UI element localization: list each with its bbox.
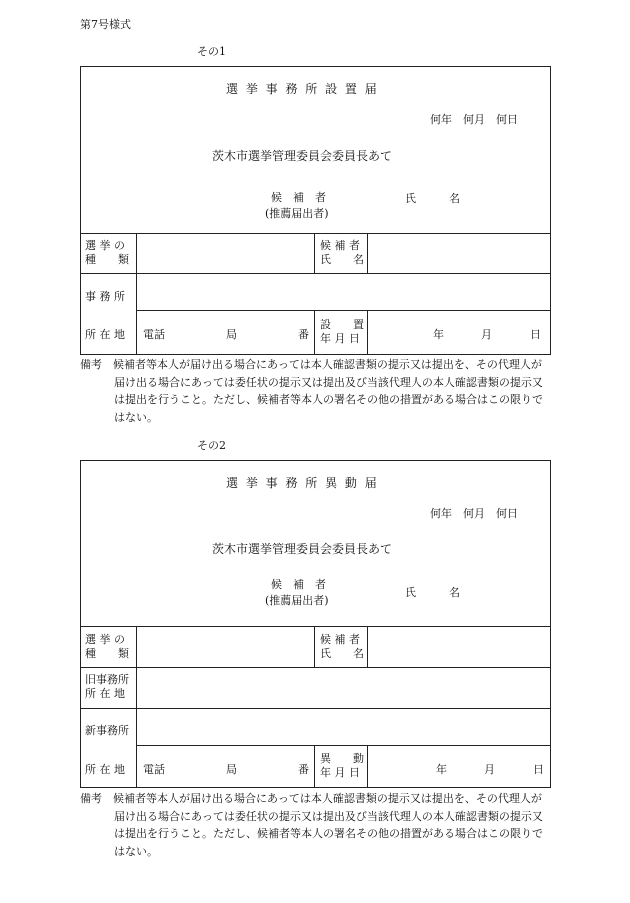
form2-date: 何年 何月 何日 [430, 507, 518, 520]
form2-phone-ban: 番 [298, 763, 309, 776]
form1-sub-label: その1 [197, 45, 226, 58]
form1-note: 備考 候補者等本人が届け出る場合にあっては本人確認書類の提示又は提出を、その代理人が届け出る場合にあっては委任状の提示又は提出及び当該代理人の本人確認書類の提示又は提出を行うこと。ただし、候補者等本人の署名その他の措置がある場合はこの限りではない。 [80, 358, 543, 424]
form1-title: 選 挙 事 務 所 設 置 届 [226, 82, 379, 96]
form1-candidate-label: 候 補 者 [271, 191, 326, 204]
form2-old-office-label: 旧事務所 所 在 地 [85, 673, 129, 700]
form1-addressee: 茨木市選挙管理委員会委員長あて [212, 149, 393, 163]
form1-setup-date-label: 設 置 年 月 日 [320, 318, 364, 345]
form1-phone-ban: 番 [298, 328, 309, 341]
form2-candidate-sub: (推薦届出者) [265, 594, 329, 607]
form1-year: 年 [433, 328, 444, 341]
form1-day: 日 [530, 328, 541, 341]
form2-addressee: 茨木市選挙管理委員会委員長あて [212, 542, 393, 556]
form2-day: 日 [533, 763, 544, 776]
form2-move-date-label: 異 動 年 月 日 [320, 752, 364, 779]
form1-office-label: 事 務 所 [85, 290, 125, 303]
form2-location-label: 所 在 地 [85, 763, 125, 776]
form2-month: 月 [484, 763, 495, 776]
form2-phone-kyoku: 局 [226, 763, 237, 776]
form2-phone-label: 電話 [143, 763, 165, 776]
form1-candidate-sub: (推薦届出者) [265, 207, 329, 220]
form2-sub-label: その2 [197, 439, 226, 452]
form1-phone-kyoku: 局 [226, 328, 237, 341]
form1-name-label: 氏 名 [405, 192, 460, 205]
form1-location-label: 所 在 地 [85, 328, 125, 341]
form2-election-type-label: 選 挙 の 種 類 [85, 633, 129, 660]
form2-title: 選 挙 事 務 所 異 動 届 [226, 476, 379, 490]
form2-new-office-label: 新事務所 [85, 724, 129, 737]
form1-election-type-label: 選 挙 の 種 類 [85, 239, 129, 266]
form2-name-label: 氏 名 [405, 586, 460, 599]
form-number: 第7号様式 [80, 18, 131, 31]
form2-note: 備考 候補者等本人が届け出る場合にあっては本人確認書類の提示又は提出を、その代理人が届け出る場合にあっては委任状の提示又は提出及び当該代理人の本人確認書類の提示又は提出を行うこと。ただし、候補者等本人の署名その他の措置がある場合はこの限りではない。 [80, 792, 543, 858]
form1-date: 何年 何月 何日 [430, 113, 518, 126]
form2-year: 年 [436, 763, 447, 776]
form1-phone-label: 電話 [143, 328, 165, 341]
form1-candidate-name-label: 候 補 者 氏 名 [320, 239, 364, 266]
form1-month: 月 [481, 328, 492, 341]
form2-candidate-label: 候 補 者 [271, 578, 326, 591]
form2-candidate-name-label: 候 補 者 氏 名 [320, 633, 364, 660]
